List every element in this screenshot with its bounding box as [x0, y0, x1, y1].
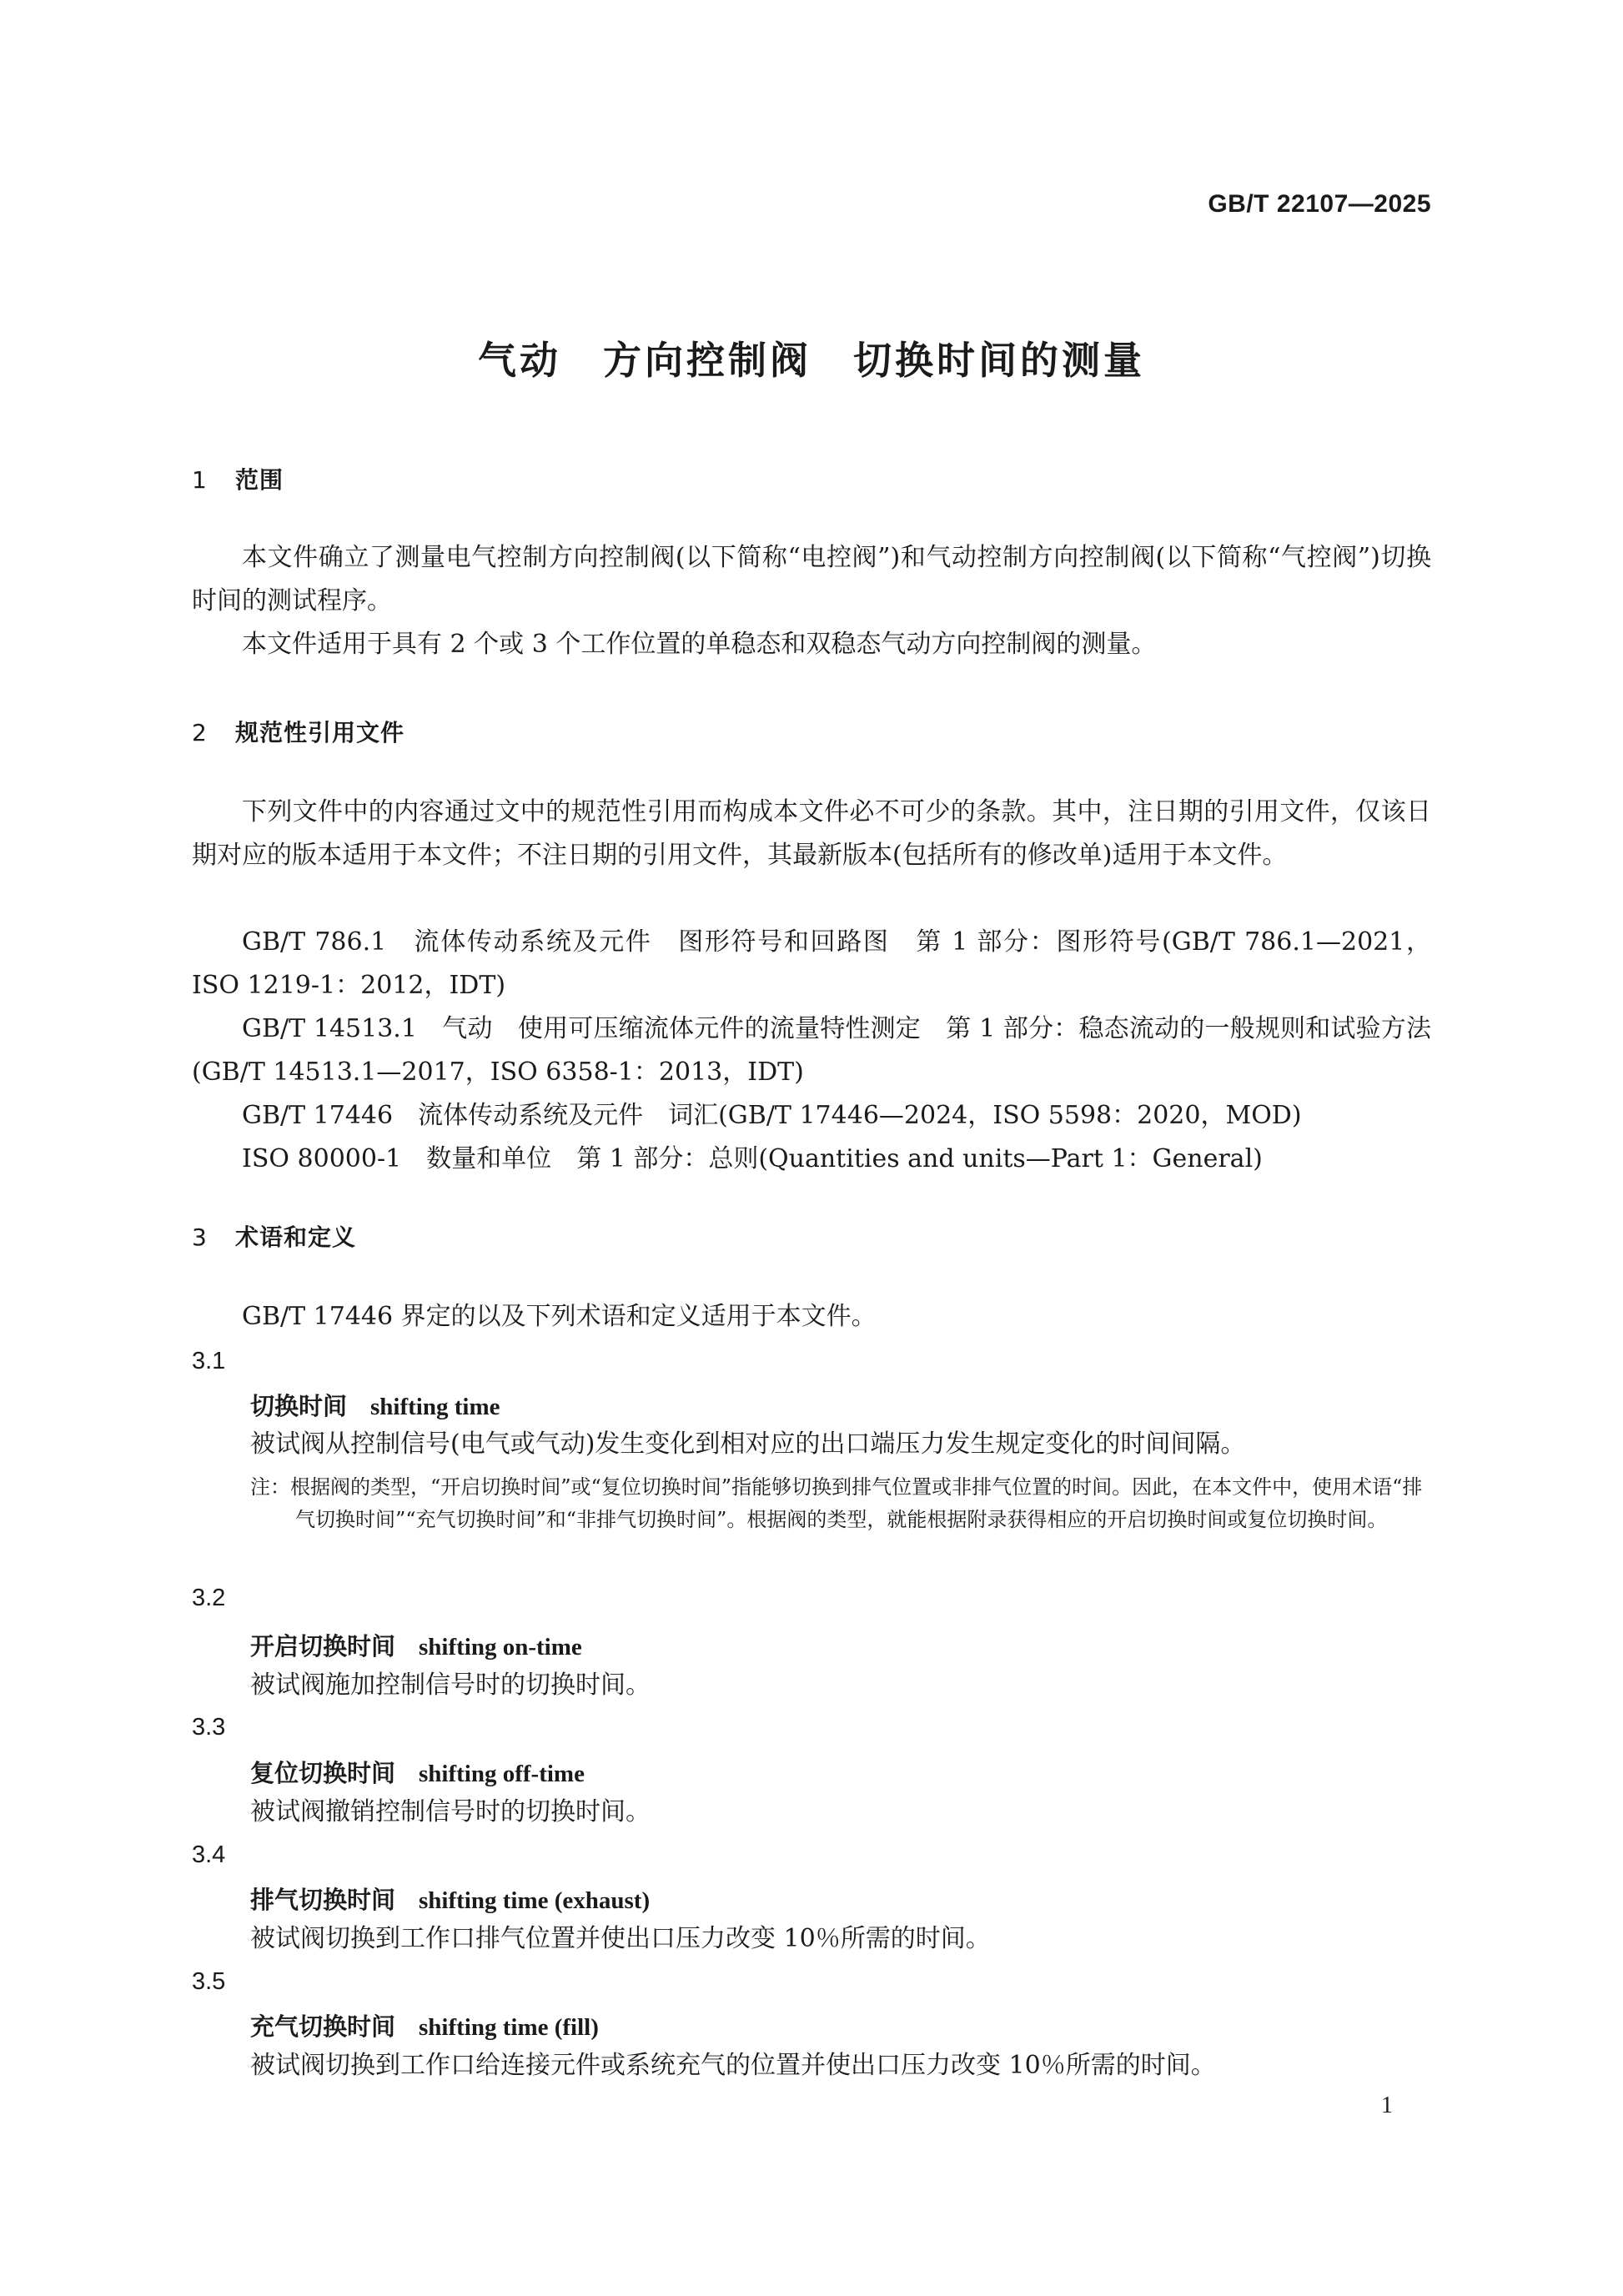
section-heading-scope: [192, 462, 284, 495]
normative-reference-item: ISO 80000-1 数量和单位 第 1 部分：总则(Quantities and units—Part 1：General): [242, 1144, 1263, 1173]
section-title: 术语和定义: [235, 1223, 357, 1251]
section-heading-normative-references: [192, 715, 404, 748]
term-english: shifting time (fill): [419, 2014, 599, 2041]
scope-paragraph-1: 本文件确立了测量电气控制方向控制阀(以下简称“电控阀”)和气动控制方向控制阀(以下简称“气控阀”)切换时间的测试程序。: [192, 543, 1431, 615]
term-heading: [250, 2008, 599, 2042]
term-chinese: 充气切换时间: [250, 2012, 396, 2041]
scope-paragraph-2: 本文件适用于具有 2 个或 3 个工作位置的单稳态和双稳态气动方向控制阀的测量。: [242, 630, 1157, 659]
normative-intro-paragraph: 下列文件中的内容通过文中的规范性引用而构成本文件必不可少的条款。其中，注日期的引用文件，仅该日期对应的版本适用于本文件；不注日期的引用文件，其最新版本(包括所有的修改单)适用于本文件。: [192, 797, 1431, 870]
section-number: 1: [192, 466, 208, 494]
normative-reference-item: GB/T 786.1 流体传动系统及元件 图形符号和回路图 第 1 部分：图形符号(GB/T 786.1—2021，ISO 1219-1：2012，IDT): [192, 927, 1431, 1000]
term-number: 3.4: [192, 1841, 226, 1868]
term-english: shifting time: [370, 1394, 500, 1420]
term-chinese: 开启切换时间: [250, 1632, 396, 1660]
normative-reference-item: GB/T 17446 流体传动系统及元件 词汇(GB/T 17446—2024，ISO 5598：2020，MOD): [242, 1101, 1302, 1130]
section-number: 2: [192, 719, 208, 746]
term-chinese: 切换时间: [250, 1392, 348, 1420]
term-definition: 被试阀撤销控制信号时的切换时间。: [250, 1797, 651, 1826]
term-english: shifting off-time: [419, 1761, 585, 1787]
term-number: 3.5: [192, 1968, 226, 1995]
section-title: 规范性引用文件: [235, 719, 405, 746]
term-number: 3.2: [192, 1585, 226, 1611]
document-number: GB/T 22107—2025: [1208, 190, 1431, 218]
term-note-text: 注：根据阀的类型，“开启切换时间”或“复位切换时间”指能够切换到排气位置或非排气位置的时间。因此，在本文件中，使用术语“排气切换时间”“充气切换时间”和“非排气切换时间”。根据阀的类型，就能根据附录获得相应的开启切换时间或复位切换时间。: [250, 1475, 1423, 1531]
term-definition: 被试阀施加控制信号时的切换时间。: [250, 1671, 651, 1700]
terms-intro-paragraph: GB/T 17446 界定的以及下列术语和定义适用于本文件。: [242, 1302, 877, 1331]
page-number: 1: [1381, 2093, 1393, 2118]
term-definition: 被试阀切换到工作口给连接元件或系统充气的位置并使出口压力改变 10％所需的时间。: [250, 2051, 1216, 2080]
section-heading-terms: [192, 1219, 356, 1253]
normative-reference-item: GB/T 14513.1 气动 使用可压缩流体元件的流量特性测定 第 1 部分：稳态流动的一般规则和试验方法(GB/T 14513.1—2017，ISO 6358-1：2013，IDT): [192, 1014, 1431, 1087]
term-note: [250, 1471, 1431, 1536]
term-chinese: 排气切换时间: [250, 1886, 396, 1914]
section-number: 3: [192, 1223, 208, 1251]
term-heading: [250, 1755, 585, 1789]
document-title: 气动 方向控制阀 切换时间的测量: [478, 338, 1145, 383]
term-heading: [250, 1882, 650, 1916]
section-title: 范围: [235, 466, 284, 494]
term-number: 3.1: [192, 1348, 226, 1374]
term-chinese: 复位切换时间: [250, 1759, 396, 1787]
term-definition: 被试阀从控制信号(电气或气动)发生变化到相对应的出口端压力发生规定变化的时间间隔。: [250, 1429, 1246, 1459]
term-definition: 被试阀切换到工作口排气位置并使出口压力改变 10％所需的时间。: [250, 1924, 991, 1953]
term-english: shifting on-time: [419, 1634, 582, 1660]
term-heading: [250, 1628, 582, 1662]
term-heading: [250, 1388, 500, 1422]
term-english: shifting time (exhaust): [419, 1887, 651, 1914]
term-number: 3.3: [192, 1714, 226, 1741]
